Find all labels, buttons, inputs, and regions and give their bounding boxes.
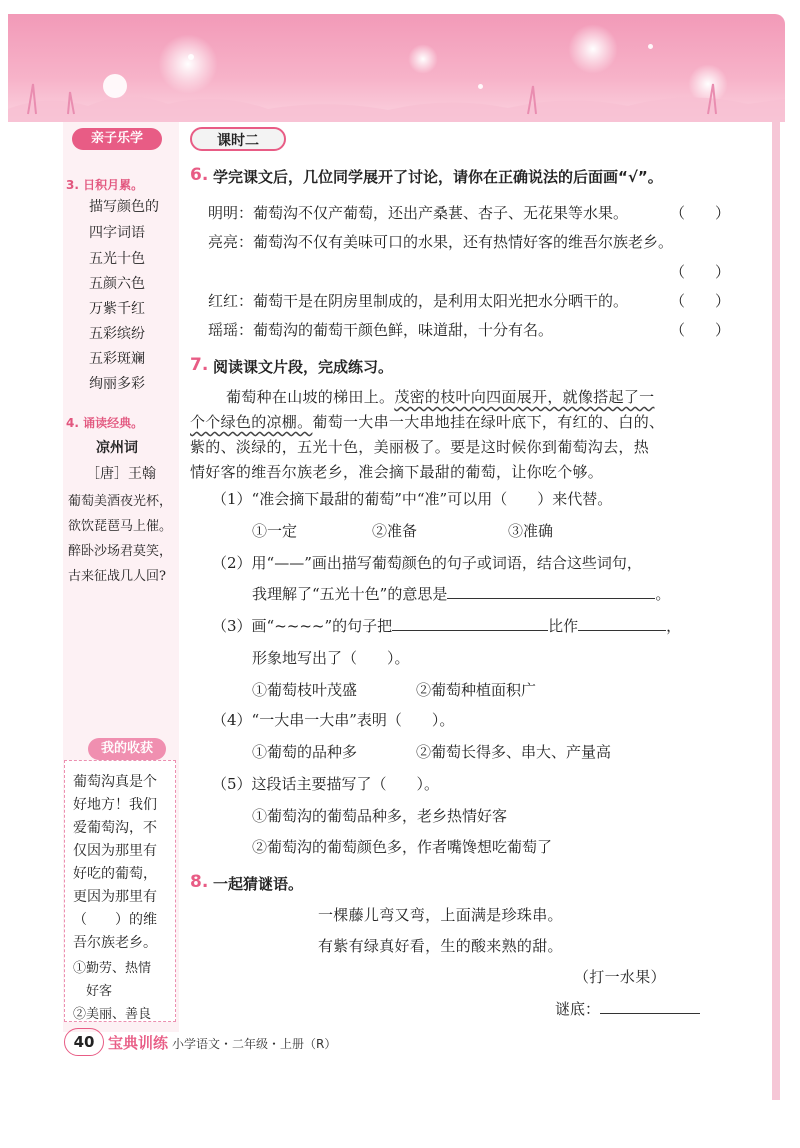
sidebar-title-my-harvest: 我的收获 xyxy=(88,738,166,760)
prompt-text: 比作 xyxy=(548,617,579,635)
harvest-line: 更因为那里有 xyxy=(73,889,157,905)
statement-honghong: 红红：葡萄干是在阴房里制成的，是利用太阳光把水分晒干的。 xyxy=(208,292,629,310)
question-title: 学完课文后，几位同学展开了讨论，请你在正确说法的后面画“√”。 xyxy=(213,168,663,186)
prompt-text: 我理解了“五光十色”的意思是 xyxy=(252,585,448,603)
subquestion-2-line xyxy=(252,583,670,604)
poem-line: 欲饮琵琶马上催。 xyxy=(68,519,173,534)
lesson-tag: 课时二 xyxy=(190,127,286,151)
header-banner xyxy=(8,14,785,122)
option: ①一定 xyxy=(252,522,298,540)
option: ①葡萄沟的葡萄品种多，老乡热情好客 xyxy=(252,807,508,825)
question-number: 8. xyxy=(190,872,209,892)
poem-line: 醉卧沙场君莫笑， xyxy=(68,544,173,559)
punctuation: 。 xyxy=(655,585,671,603)
subquestion-1: （1）“准会摘下最甜的葡萄”中“准”可以用（ ）来代替。 xyxy=(212,490,613,508)
wavy-underlined-sentence: 茂密的枝叶向四面展开，就像搭起了一 xyxy=(394,388,655,406)
harvest-line: 葡萄沟真是个 xyxy=(73,774,157,790)
question-title: 一起猜谜语。 xyxy=(213,875,304,893)
answer-paren[interactable]: （ ） xyxy=(670,292,731,310)
passage-line: 情好客的维吾尔族老乡，准会摘下最甜的葡萄，让你吃个够。 xyxy=(190,463,604,481)
passage-line xyxy=(190,411,664,432)
poem-line: 葡萄美酒夜光杯， xyxy=(68,494,173,509)
answer-paren[interactable]: （ ） xyxy=(670,321,731,339)
page-edge-decoration xyxy=(772,120,780,1100)
wavy-underlined-sentence: 个个绿色的凉棚。 xyxy=(190,413,313,431)
harvest-option: ①勤劳、热情 xyxy=(73,961,152,976)
harvest-option: ②美丽、善良 xyxy=(73,1007,152,1022)
idiom-word: 五光十色 xyxy=(89,251,145,267)
subquestion-4: （4）“一大串一大串”表明（ ）。 xyxy=(212,711,455,729)
prompt-text: （3）画“~~~~”的句子把 xyxy=(212,617,393,635)
page-number: 40 xyxy=(64,1028,104,1056)
idiom-word: 五彩缤纷 xyxy=(89,326,145,342)
idiom-word: 万紫千红 xyxy=(89,301,145,317)
question-number: 6. xyxy=(190,165,209,185)
answer-paren[interactable]: （ ） xyxy=(670,263,731,281)
passage-text: 葡萄一大串一大串地挂在绿叶底下，有红的、白的、 xyxy=(312,413,665,431)
option: ③准确 xyxy=(508,522,554,540)
section3-subtitle: 描写颜色的 xyxy=(89,199,159,215)
riddle-line: 有紫有绿真好看，生的酸来熟的甜。 xyxy=(318,937,563,955)
brand-logo: 宝典训练 xyxy=(108,1034,169,1052)
harvest-line: 仅因为那里有 xyxy=(73,843,157,859)
question-number: 7. xyxy=(190,355,209,375)
idiom-word: 五彩斑斓 xyxy=(89,351,145,367)
harvest-option: 好客 xyxy=(73,984,113,999)
question-title: 阅读课文片段，完成练习。 xyxy=(213,358,394,376)
option: ②葡萄沟的葡萄颜色多，作者嘴馋想吃葡萄了 xyxy=(252,838,553,856)
section3-subtitle: 四字词语 xyxy=(89,225,145,241)
riddle-answer xyxy=(555,998,700,1019)
answer-blank[interactable] xyxy=(392,616,548,631)
answer-blank[interactable] xyxy=(600,999,700,1014)
answer-blank[interactable] xyxy=(447,584,655,599)
passage-text: 葡萄种在山坡的梯田上。 xyxy=(226,388,395,406)
statement-yaoyao: 瑶瑶：葡萄沟的葡萄干颜色鲜，味道甜，十分有名。 xyxy=(208,321,554,339)
harvest-line: 爱葡萄沟，不 xyxy=(73,820,157,836)
subquestion-3 xyxy=(212,615,681,636)
harvest-line: （ ）的维 xyxy=(73,912,157,928)
subquestion-2: （2）用“——”画出描写葡萄颜色的句子或词语，结合这些词句， xyxy=(212,554,642,572)
answer-paren[interactable]: （ ） xyxy=(670,204,731,222)
harvest-box xyxy=(64,760,176,1022)
passage-line xyxy=(226,386,654,407)
idiom-word: 五颜六色 xyxy=(89,276,145,292)
book-title: 小学语文・二年级・上册（R） xyxy=(172,1037,337,1051)
harvest-line: 吾尔族老乡。 xyxy=(73,935,157,951)
section3-heading: 3. 日积月累。 xyxy=(66,178,144,192)
harvest-line: 好吃的葡萄， xyxy=(73,866,157,882)
answer-label: 谜底： xyxy=(555,1000,601,1018)
option: ①葡萄枝叶茂盛 xyxy=(252,681,358,699)
poem-title: 凉州词 xyxy=(96,440,138,456)
subquestion-5: （5）这段话主要描写了（ ）。 xyxy=(212,775,440,793)
idiom-word: 绚丽多彩 xyxy=(89,376,145,392)
option: ②葡萄种植面积广 xyxy=(416,681,537,699)
answer-blank[interactable] xyxy=(578,616,666,631)
riddle-hint: （打一水果） xyxy=(574,968,666,986)
riddle-line: 一棵藤儿弯又弯，上面满是珍珠串。 xyxy=(318,906,563,924)
section4-heading: 4. 诵读经典。 xyxy=(66,416,144,430)
poem-author: ［唐］王翰 xyxy=(86,466,156,482)
punctuation: ， xyxy=(666,617,682,635)
harvest-line: 好地方！我们 xyxy=(73,797,157,813)
subquestion-3-line: 形象地写出了（ ）。 xyxy=(252,649,410,667)
poem-line: 古来征战几人回? xyxy=(68,569,166,584)
grass-silhouette xyxy=(8,14,785,122)
option: ②葡萄长得多、串大、产量高 xyxy=(416,743,612,761)
sidebar-title-parent-child: 亲子乐学 xyxy=(72,128,162,150)
passage-line: 紫的、淡绿的，五光十色，美丽极了。要是这时候你到葡萄沟去，热 xyxy=(190,438,650,456)
statement-mingming: 明明：葡萄沟不仅产葡萄，还出产桑葚、杏子、无花果等水果。 xyxy=(208,204,629,222)
option: ①葡萄的品种多 xyxy=(252,743,358,761)
option: ②准备 xyxy=(372,522,418,540)
statement-liangliang: 亮亮：葡萄沟不仅有美味可口的水果，还有热情好客的维吾尔族老乡。 xyxy=(208,233,674,251)
